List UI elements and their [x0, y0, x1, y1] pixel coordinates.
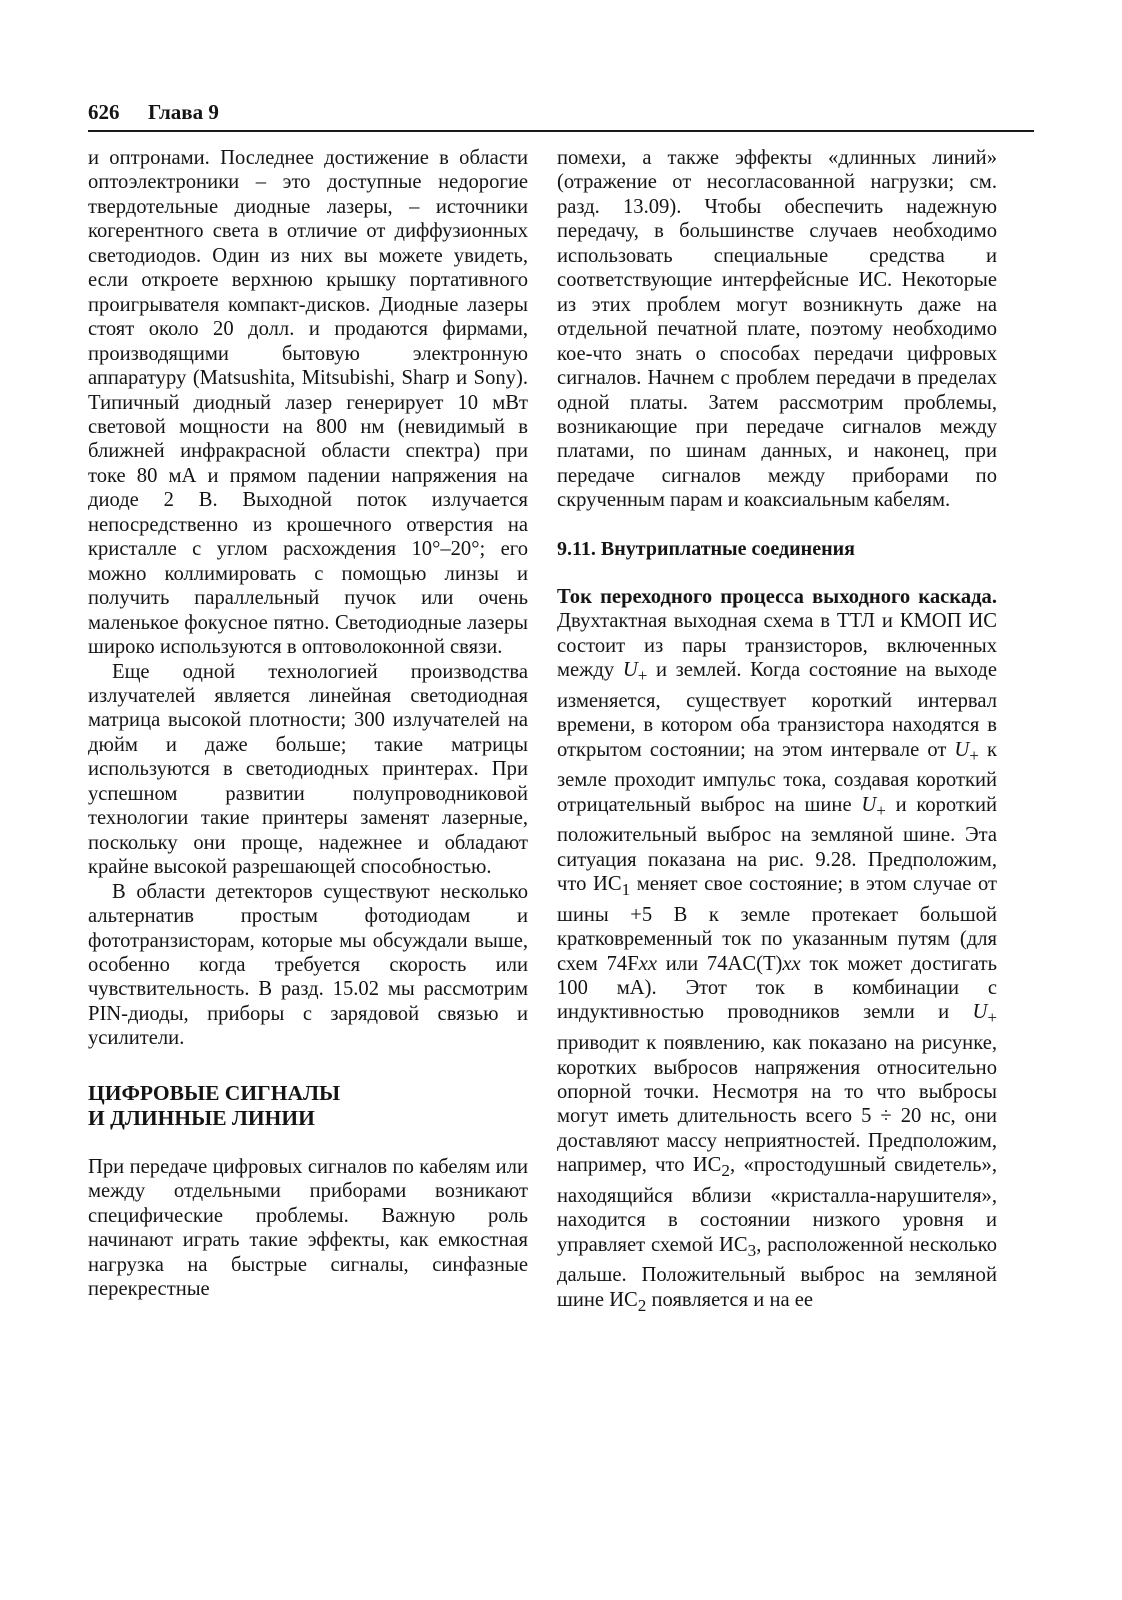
paragraph: В области детекторов существуют несколько альтернатив простым фотодиодам и фототранзисторам, которые мы обсуждали выше, особенно когда требуется скорость или чувствительность. В разд. 15.02 мы рассмотрим PIN-диоды, приборы с зарядовой связью и усилители. [88, 880, 528, 1050]
page-number: 626 [88, 100, 120, 124]
paragraph: помехи, а также эффекты «длинных линий» (отражение от несогласованной нагрузки; см. разд. 13.09). Чтобы обеспечить надежную передачу, в большинстве случаев необходимо использовать специальные средства и соответствующие интерфейсные ИС. Некоторые из этих проблем могут возникнуть даже на отдельной печатной плате, поэтому необходимо кое-что знать о способах передачи цифровых сигналов. Начнем с проблем передачи в пределах одной платы. Затем рассмотрим проблемы, возникающие при передаче сигналов между платами, по шинам данных, и наконец, при передаче сигналов между приборами по скрученным парам и коаксиальным кабелям. [557, 147, 997, 512]
symbol-u: U [972, 1001, 988, 1024]
subscript: 3 [747, 1240, 757, 1260]
text-run: к земле проходит импульс тока, создавая короткий отрицательный выброс на шине [557, 738, 997, 816]
left-column [88, 146, 528, 1301]
italic-xx: xx [638, 952, 657, 975]
text-run: , расположенной несколько дальше. Положительный выброс на земляной шине ИС [557, 1233, 997, 1311]
heading-line: ЦИФРОВЫЕ СИГНАЛЫ [88, 1080, 341, 1105]
text-run: приводит к появлению, как показано на рисунке, коротких выбросов напряжения относительно опорной точки. Несмотря на то что выбросы могут иметь длительность всего 5 ÷ 20 нс, они доставляют массу неприятностей. Предположим, например, что ИС [557, 1032, 997, 1177]
heading-line: И ДЛИННЫЕ ЛИНИИ [88, 1105, 315, 1130]
right-column [557, 146, 997, 1318]
paragraph-lead: Ток переходного процесса выходного каскада. [557, 585, 997, 608]
text-run: ток может достигать 100 мА). Этот ток в комбинации с индуктивностью проводников земли и [557, 952, 997, 1024]
subscript: + [987, 1008, 997, 1028]
italic-xx: xx [782, 952, 801, 975]
paragraph [557, 585, 997, 1319]
section-heading [88, 1081, 528, 1131]
text-run: , «простодушный свидетель», находящийся вблизи «кристалла-нарушителя», находится в состоянии низкого уровня и управляет схемой ИС [557, 1154, 997, 1256]
subscript: 2 [721, 1161, 730, 1181]
symbol-u: U [954, 738, 970, 761]
page-header [88, 96, 1034, 132]
subscript: + [637, 666, 648, 686]
paragraph: Еще одной технологией производства излучателей является линейная светодиодная матрица высокой плотности; 300 излучателей на дюйм и даже больше; такие матрицы используются в светодиодных принтерах. При успешном развитии полупроводниковой технологии такие принтеры заменят лазерные, поскольку они проще, надежнее и обладают крайне высокой разрешающей способностью. [88, 660, 528, 879]
text-run: появляется и на ее [646, 1288, 814, 1311]
text-run: или 74AC(T) [656, 952, 783, 975]
chapter-title: Глава 9 [148, 100, 219, 124]
text-run: и землей. Когда состояние на выходе изменяется, существует короткий интервал времени, в котором оба транзистора находятся в открытом состоянии; на этом интервале от [557, 659, 997, 761]
subscript: + [876, 800, 886, 820]
subscript: 1 [621, 880, 631, 900]
subsection-heading: 9.11. Внутриплатные соединения [557, 537, 855, 560]
text-run: и короткий положительный выброс на земляной шине. Эта ситуация показана на рис. 9.28. Предположим, что ИС [557, 793, 997, 896]
subscript: + [969, 745, 979, 765]
text-run: Двухтактная выходная схема в ТТЛ и КМОП ИС состоит из пары транзисторов, включенных между [557, 610, 997, 682]
text-run: меняет свое состояние; в этом случае от шины +5 В к земле протекает большой кратковременный ток по указанным путям (для схем 74F [557, 873, 998, 975]
symbol-u: U [622, 659, 638, 682]
paragraph: При передаче цифровых сигналов по кабелям или между отдельными приборами возникают специфические проблемы. Важную роль начинают играть такие эффекты, как емкостная нагрузка на быстрые сигналы, синфазные перекрестные [88, 1155, 528, 1301]
subscript: 2 [637, 1295, 647, 1315]
paragraph: и оптронами. Последнее достижение в области оптоэлектроники – это доступные недорогие твердотельные диодные лазеры, – источники когерентного света в отличие от диффузионных светодиодов. Один из них вы можете увидеть, если откроете верхнюю крышку портативного проигрывателя компакт-дисков. Диодные лазеры стоят около 20 долл. и продаются фирмами, производящими бытовую электронную аппаратуру (Matsushita, Mitsubishi, Sharp и Sony). Типичный диодный лазер генерирует 10 мВт световой мощности на 800 нм (невидимый в ближней инфракрасной области спектра) при токе 80 мА и прямом падении напряжения на диоде 2 В. Выходной поток излучается непосредственно из крошечного отверстия на кристалле с углом расхождения 10°–20°; его можно коллимировать с помощью линзы и получить параллельный пучок или очень маленькое фокусное пятно. Светодиодные лазеры широко используются в оптоволоконной связи. [88, 147, 528, 659]
symbol-u: U [861, 793, 877, 816]
